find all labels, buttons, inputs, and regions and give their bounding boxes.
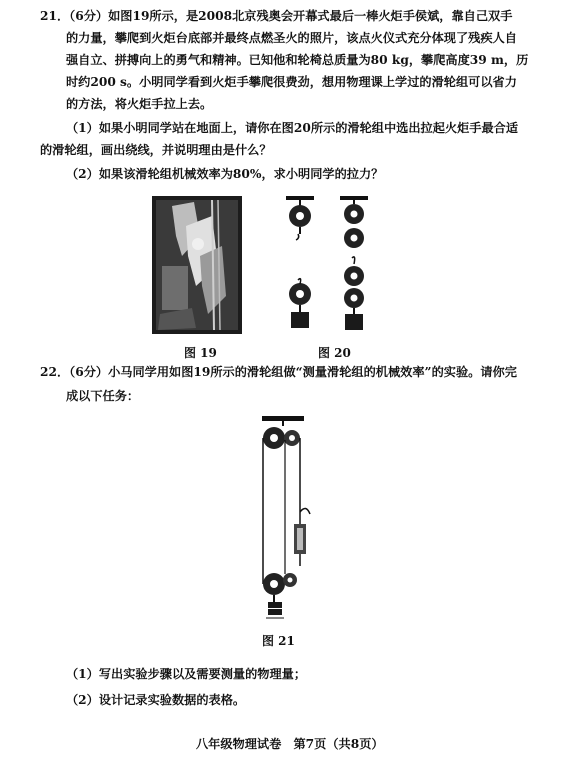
q21-line-4: 时约200 s。小明同学看到火炬手攀爬很费劲，想用物理课上学过的滑轮组可以省力 [66,75,517,89]
q22-task-1: （1）写出实验步骤以及需要测量的物理量； [66,667,307,681]
figure-19-photo [152,196,242,334]
q21-line-5: 的方法，将火炬手拉上去。 [66,97,213,111]
figure-20-caption: 图 20 [318,346,351,360]
q21-line-2: 的力量，攀爬到火炬台底部并最终点燃圣火的照片，该点火仪式充分体现了残疾人自 [66,31,517,45]
figure-19-caption: 图 19 [184,346,217,360]
figure-21-pulley-experiment [244,414,334,620]
q21-sub1-line-2: 的滑轮组，画出绕线，并说明理由是什么？ [40,143,272,157]
pulley-system-b [340,196,368,330]
q21-line-3: 强自立、拼搏向上的勇气和精神。已知他和轮椅总质量为80 kg，攀爬高度39 m，历 [66,53,529,67]
q22-line-1: 22．（6分）小马同学用如图19所示的滑轮组做“测量滑轮组的机械效率”的实验。请你完 [40,365,517,379]
q21-sub2: （2）如果该滑轮组机械效率为80%，求小明同学的拉力？ [66,167,384,181]
q21-line-1: 21．（6分）如图19所示，是2008北京残奥会开幕式最后一棒火炬手侯斌，靠自己双手 [40,9,513,23]
q22-task-2: （2）设计记录实验数据的表格。 [66,693,246,707]
page-footer: 八年级物理试卷 第7页（共8页） [196,737,384,751]
figure-21-caption: 图 21 [262,634,295,648]
q22-line-2: 成以下任务： [66,389,140,403]
pulley-system-a [286,196,314,328]
figure-20-pulley-systems [272,194,392,336]
q21-sub1-line-1: （1）如果小明同学站在地面上，请你在图20所示的滑轮组中选出拉起火炬手最合适 [66,121,519,135]
